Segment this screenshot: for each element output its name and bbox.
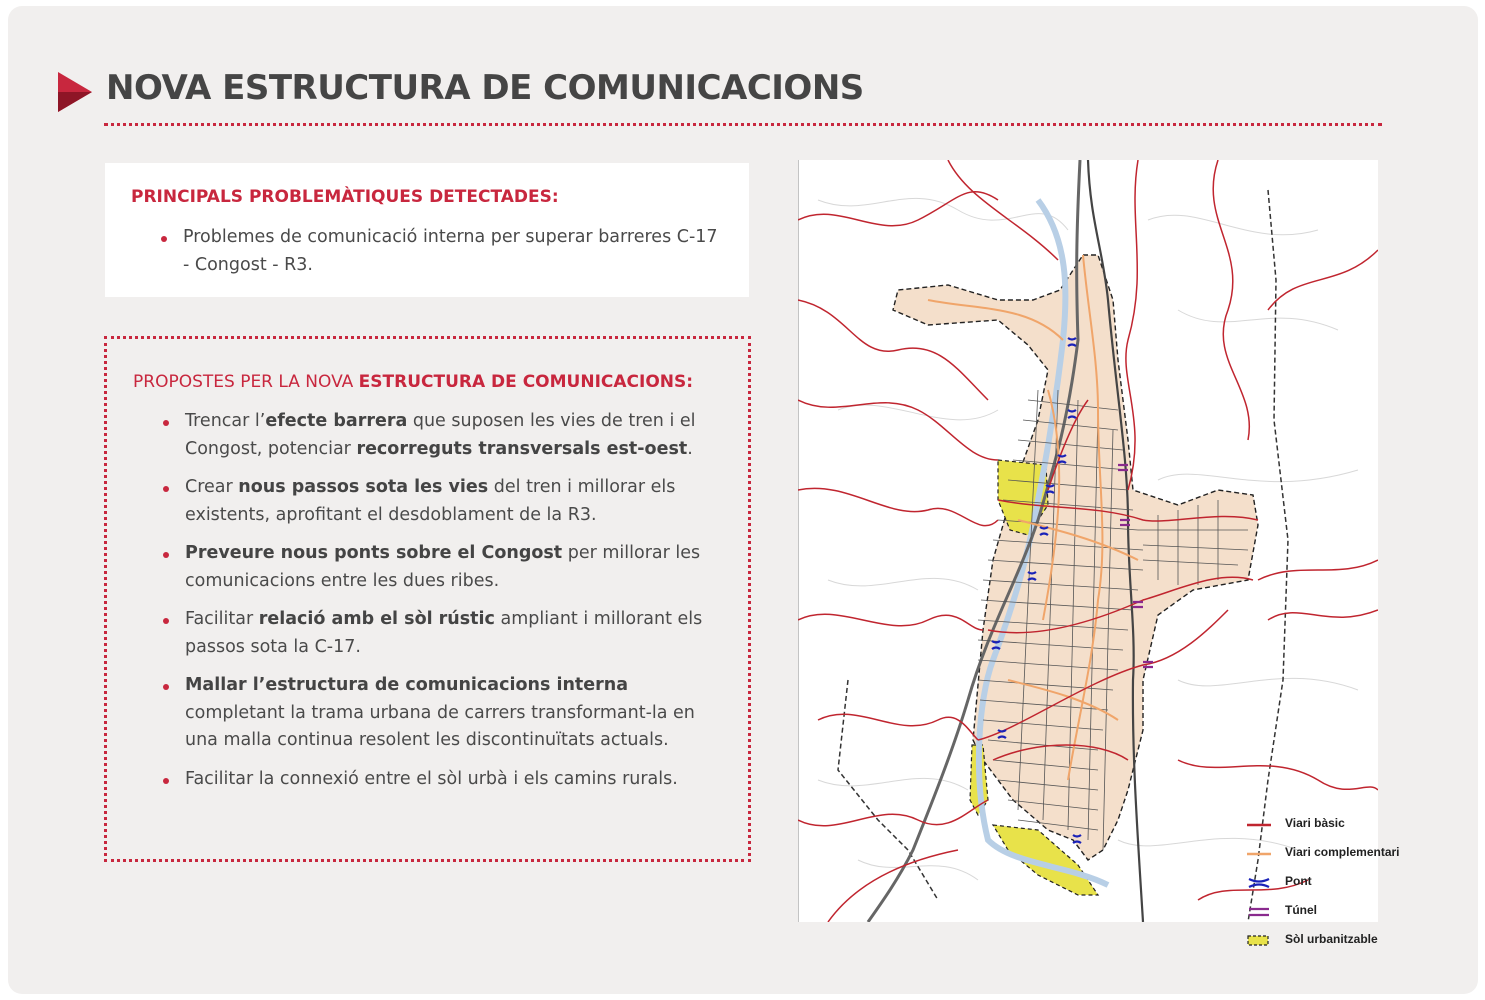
list-item	[107, 672, 722, 755]
title-divider	[104, 123, 1382, 126]
bold-text: Preveure nous ponts sobre el Congost	[185, 543, 563, 563]
proposals-list	[107, 408, 722, 804]
list-item-text: per millorar les comunicacions entre les dues ribes.	[185, 543, 701, 591]
bullet-icon	[161, 236, 167, 242]
bridge-icon	[1245, 875, 1273, 891]
list-item	[107, 766, 722, 794]
legend-label: Viari complementari	[1285, 845, 1400, 859]
bullet-icon	[163, 552, 169, 558]
dashed-area-icon	[1245, 933, 1273, 949]
bullet-icon	[163, 684, 169, 690]
triangle-arrow-icon	[58, 72, 92, 112]
list-item-text: Facilitar la connexió entre el sòl urbà i els camins rurals.	[185, 768, 678, 789]
legend-label: Sòl urbanitzable	[1285, 932, 1378, 946]
list-item-text: Facilitar	[185, 609, 259, 629]
urban-map	[798, 160, 1378, 922]
bold-text: efecte barrera	[265, 411, 408, 431]
problems-list	[105, 224, 725, 290]
list-item-text: Problemes de comunicació interna per superar barreres C-17 - Congost - R3.	[183, 227, 718, 275]
bullet-icon	[163, 618, 169, 624]
bold-text: Mallar l’estructura de comunicacions interna	[185, 675, 629, 695]
proposals-heading-part2: ESTRUCTURA DE COMUNICACIONS:	[358, 372, 694, 392]
bold-text: relació amb el sòl rústic	[258, 609, 495, 629]
list-item	[107, 408, 722, 463]
bullet-icon	[163, 486, 169, 492]
problems-box	[105, 163, 749, 297]
list-item	[107, 540, 722, 595]
legend-label: Viari bàsic	[1285, 816, 1345, 830]
bullet-icon	[163, 420, 169, 426]
list-item-text: completant la trama urbana de carrers transformant-la en una malla continua resolent les discontinuïtats actuals.	[185, 702, 695, 750]
line-red-icon	[1245, 817, 1273, 831]
legend-label: Túnel	[1285, 903, 1317, 917]
legend-label: Pont	[1285, 874, 1312, 888]
list-item-text: Trencar l’	[185, 411, 266, 431]
line-orange-icon	[1245, 846, 1273, 860]
list-item-text: ampliant i millorant els passos sota la C-17.	[185, 609, 703, 657]
proposals-box	[104, 336, 751, 862]
list-item	[107, 606, 722, 661]
list-item	[107, 474, 722, 529]
page-title: NOVA ESTRUCTURA DE COMUNICACIONS	[106, 68, 864, 108]
bullet-icon	[163, 778, 169, 784]
list-item-text: Crear	[185, 477, 239, 497]
list-item-text: del tren i millorar els existents, aprofitant el desdoblament de la R3.	[185, 477, 676, 525]
bold-text: nous passos sota les vies	[238, 477, 489, 497]
list-item-text: .	[687, 438, 693, 459]
problems-heading: PRINCIPALS PROBLEMÀTIQUES DETECTADES:	[131, 187, 559, 207]
bold-text: recorreguts transversals est-oest	[356, 438, 688, 459]
proposals-heading	[133, 372, 693, 392]
list-item	[105, 224, 725, 279]
proposals-heading-part1: PROPOSTES PER LA NOVA	[133, 372, 359, 392]
list-item-text: que suposen les vies de tren i el Congost, potenciar	[185, 411, 696, 459]
tunnel-icon	[1245, 904, 1273, 920]
